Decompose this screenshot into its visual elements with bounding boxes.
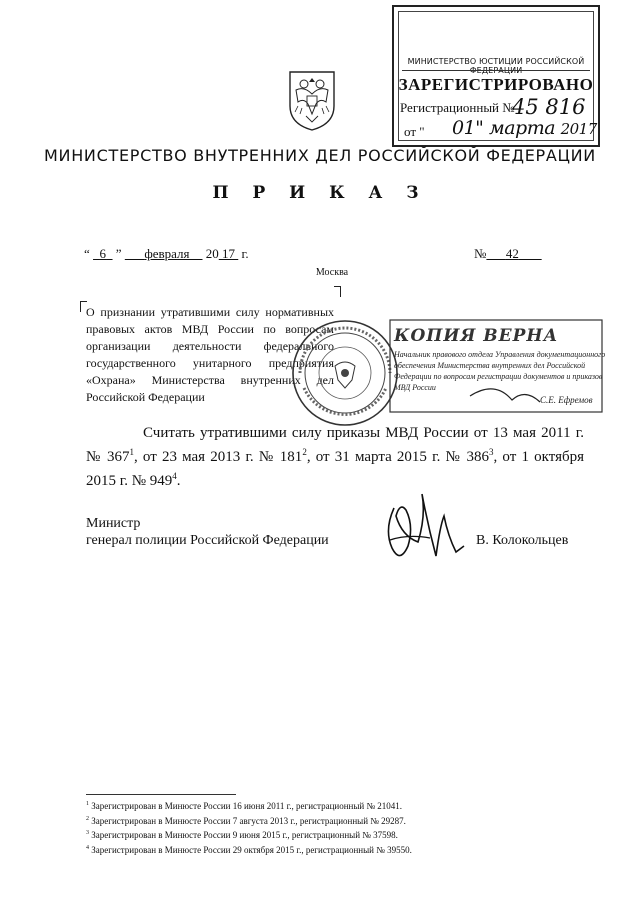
minister-name: В. Колокольцев: [476, 533, 569, 548]
footnote-item: $^1$ Зарегистрирован в Минюсте России 16 июня 2011 г., регистрационный № 21041.: [86, 801, 403, 811]
minister-rank: генерал полиции Российской Федерации: [86, 533, 329, 548]
coat-of-arms-emblem-icon: [282, 66, 342, 132]
registration-number: 45 816: [512, 95, 586, 119]
order-date: “ 6 ” февраля 20 17 г.: [84, 246, 249, 261]
order-number: № 42: [474, 246, 519, 261]
registration-number-label: Регистрационный №: [400, 100, 515, 115]
minister-title: Министр: [86, 516, 141, 531]
footnote-item: $^4$ Зарегистрирован в Минюсте России 29 октября 2015 г., регистрационный № 39550.: [86, 844, 412, 855]
document-title: П Р И К А З: [212, 183, 428, 203]
copy-stamp-text: Начальник правового отдела Управления документационного обеспечения Министерства внутренних дел Российской Федерации по вопросам регистрации документов и приказов МВД России: [394, 350, 606, 392]
registration-date: 01" марта 2017: [452, 117, 597, 139]
footnote-item: $^3$ Зарегистрирован в Минюсте России 9 июня 2015 г., регистрационный № 37598.: [86, 830, 398, 840]
registration-stamp: [392, 5, 600, 147]
handwritten-signature-icon: [378, 486, 474, 570]
footnote-divider: [86, 794, 236, 795]
registration-status: ЗАРЕГИСТРИРОВАНО: [398, 75, 594, 94]
ministry-heading: МИНИСТЕРСТВО ВНУТРЕННИХ ДЕЛ РОССИЙСКОЙ ФЕДЕРАЦИИ: [44, 146, 596, 165]
subject-bracket-right: [334, 286, 341, 297]
footnote-item: $^2$ Зарегистрирован в Минюсте России 7 августа 2013 г., регистрационный № 29287.: [86, 815, 406, 826]
registration-ministry: МИНИСТЕРСТВО ЮСТИЦИИ РОССИЙСКОЙ ФЕДЕРАЦИИ: [407, 57, 585, 75]
order-city: Москва: [315, 267, 349, 278]
footnotes: [86, 798, 606, 856]
order-body: Считать утратившими силу приказы МВД России от 13 мая 2011 г. № $367^1$, от 23 мая 2013 г. № $181^2$, от 31 марта 2015 г. № $386^3$, от 1 октября 2015 г. № $949^4$.: [86, 425, 585, 489]
copy-stamp-signer: С.Е. Ефремов: [540, 395, 593, 405]
copy-stamp-title: КОПИЯ ВЕРНА: [394, 326, 559, 346]
registration-date-prefix: от ": [404, 124, 425, 139]
order-subject: О признании утратившими силу нормативных правовых актов МВД России по вопросам организации деятельности федерального государственного унитарного предприятия «Охрана» Министерства внутренних дел Российской Федерации: [86, 305, 334, 404]
